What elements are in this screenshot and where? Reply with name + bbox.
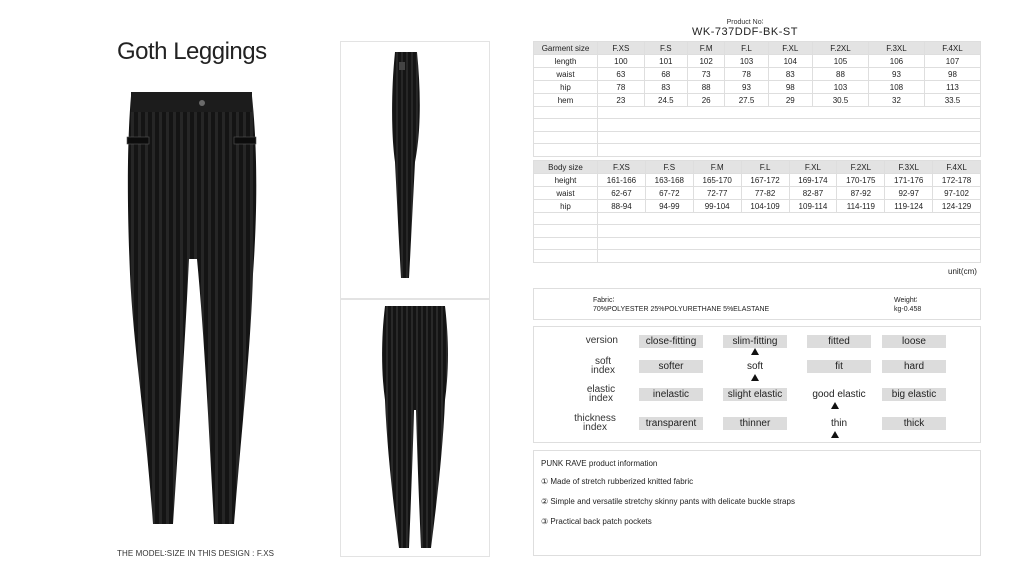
side-view-photo <box>340 41 490 299</box>
table-cell: 77-82 <box>741 187 789 200</box>
index-option: soft <box>723 360 787 373</box>
product-number-label: Product No∶ <box>726 19 764 26</box>
table-cell: Garment size <box>534 42 598 55</box>
table-cell: 101 <box>644 55 687 68</box>
table-cell: 23 <box>598 94 645 107</box>
table-cell: 26 <box>687 94 724 107</box>
index-row-soft <box>534 357 982 385</box>
index-label <box>556 357 618 375</box>
fabric-value: 70%POLYESTER 25%POLYURETHANE 5%ELASTANE <box>593 306 770 313</box>
table-cell: 107 <box>924 55 980 68</box>
product-info-item: ② Simple and versatile stretchy skinny pants with delicate buckle straps <box>541 497 795 506</box>
table-cell: 165-170 <box>693 174 741 187</box>
table-header-row <box>534 42 981 55</box>
table-cell: hip <box>534 81 598 94</box>
table-cell: F.S <box>644 42 687 55</box>
table-cell: 27.5 <box>725 94 768 107</box>
table-cell: 83 <box>768 68 812 81</box>
table-cell: 72-77 <box>693 187 741 200</box>
index-label-text: soft index <box>591 356 615 376</box>
table-row-empty <box>534 225 981 237</box>
product-number <box>680 18 810 38</box>
table-cell: 98 <box>768 81 812 94</box>
table-cell: 161-166 <box>598 174 646 187</box>
index-option: thick <box>882 417 946 430</box>
table-cell: F.S <box>645 161 693 174</box>
index-option: close-fitting <box>639 335 703 348</box>
table-row <box>534 55 981 68</box>
table-cell: F.3XL <box>885 161 933 174</box>
index-label-text: thickness index <box>574 413 616 433</box>
table-cell: F.4XL <box>924 42 980 55</box>
index-option: transparent <box>639 417 703 430</box>
table-cell: 172-178 <box>933 174 981 187</box>
table-cell: 104-109 <box>741 200 789 213</box>
fabric-info-box <box>533 288 981 320</box>
table-cell: 99-104 <box>693 200 741 213</box>
index-option: hard <box>882 360 946 373</box>
table-row-empty <box>534 119 981 131</box>
table-cell: 32 <box>868 94 924 107</box>
table-cell: hem <box>534 94 598 107</box>
index-option: thinner <box>723 417 787 430</box>
table-cell: 92-97 <box>885 187 933 200</box>
table-cell: 169-174 <box>789 174 837 187</box>
table-row <box>534 200 981 213</box>
table-cell: waist <box>534 187 598 200</box>
table-cell: 167-172 <box>741 174 789 187</box>
weight-value: kg-0.458 <box>894 306 922 313</box>
front-view-photo <box>117 84 267 536</box>
table-row <box>534 68 981 81</box>
selected-marker-icon <box>751 374 759 381</box>
product-info-box <box>533 450 981 556</box>
table-cell: 97-102 <box>933 187 981 200</box>
table-row-empty <box>534 131 981 143</box>
table-cell: 93 <box>868 68 924 81</box>
table-header-row <box>534 161 981 174</box>
fabric-info <box>593 296 769 314</box>
index-option: fitted <box>807 335 871 348</box>
selected-marker-icon <box>831 431 839 438</box>
table-row <box>534 187 981 200</box>
table-cell: 63 <box>598 68 645 81</box>
table-cell: 87-92 <box>837 187 885 200</box>
table-cell: F.M <box>687 42 724 55</box>
index-option: loose <box>882 335 946 348</box>
page-title: Goth Leggings <box>117 38 267 65</box>
table-cell: 103 <box>812 81 868 94</box>
table-cell: 73 <box>687 68 724 81</box>
table-cell: 108 <box>868 81 924 94</box>
index-option: thin <box>807 417 871 430</box>
table-cell: F.M <box>693 161 741 174</box>
index-option: inelastic <box>639 388 703 401</box>
table-cell: 94-99 <box>645 200 693 213</box>
table-cell: 102 <box>687 55 724 68</box>
table-cell: height <box>534 174 598 187</box>
table-cell: 103 <box>725 55 768 68</box>
index-row-thickness <box>534 414 982 442</box>
index-option: big elastic <box>882 388 946 401</box>
weight-label: Weight∶ <box>894 297 918 304</box>
table-cell: 104 <box>768 55 812 68</box>
table-cell: 98 <box>924 68 980 81</box>
selected-marker-icon <box>831 402 839 409</box>
index-option: good elastic <box>807 388 871 401</box>
table-cell: 78 <box>725 68 768 81</box>
table-cell: F.2XL <box>812 42 868 55</box>
table-cell: 78 <box>598 81 645 94</box>
table-cell: 29 <box>768 94 812 107</box>
table-cell: 30.5 <box>812 94 868 107</box>
table-cell: F.4XL <box>933 161 981 174</box>
table-row <box>534 81 981 94</box>
table-cell: Body size <box>534 161 598 174</box>
product-info-item: ③ Practical back patch pockets <box>541 517 652 526</box>
table-row-empty <box>534 144 981 156</box>
table-cell: 100 <box>598 55 645 68</box>
garment-size-table <box>533 41 981 157</box>
table-cell: 163-168 <box>645 174 693 187</box>
table-cell: F.2XL <box>837 161 885 174</box>
table-row-empty <box>534 237 981 249</box>
table-cell: 88-94 <box>598 200 646 213</box>
table-cell: length <box>534 55 598 68</box>
table-row-empty <box>534 213 981 225</box>
index-label <box>556 385 618 403</box>
index-label <box>556 414 618 432</box>
product-number-value: WK-737DDF-BK-ST <box>692 26 798 38</box>
table-cell: 105 <box>812 55 868 68</box>
table-cell: F.XS <box>598 42 645 55</box>
table-cell: 82-87 <box>789 187 837 200</box>
index-option: softer <box>639 360 703 373</box>
table-row-empty <box>534 250 981 262</box>
table-row <box>534 174 981 187</box>
table-cell: F.L <box>741 161 789 174</box>
table-cell: 170-175 <box>837 174 885 187</box>
product-info-item: ① Made of stretch rubberized knitted fabric <box>541 477 694 486</box>
table-cell: 124-129 <box>933 200 981 213</box>
table-cell: 33.5 <box>924 94 980 107</box>
table-cell: 109-114 <box>789 200 837 213</box>
table-cell: F.L <box>725 42 768 55</box>
back-view-photo <box>340 299 490 557</box>
table-row-empty <box>534 107 981 119</box>
table-cell: F.XL <box>789 161 837 174</box>
body-size-table <box>533 160 981 263</box>
table-row <box>534 94 981 107</box>
table-cell: 67-72 <box>645 187 693 200</box>
index-option: fit <box>807 360 871 373</box>
table-cell: 24.5 <box>644 94 687 107</box>
index-row-elastic <box>534 385 982 413</box>
table-cell: 119-124 <box>885 200 933 213</box>
index-label: version <box>585 335 618 346</box>
table-cell: 68 <box>644 68 687 81</box>
table-cell: 88 <box>812 68 868 81</box>
table-cell: 114-119 <box>837 200 885 213</box>
model-size-note: THE MODEL∶SIZE IN THIS DESIGN : F.XS <box>117 549 275 558</box>
product-info-title: PUNK RAVE product information <box>541 459 658 468</box>
table-cell: 62-67 <box>598 187 646 200</box>
fit-index-box <box>533 326 981 443</box>
table-cell: waist <box>534 68 598 81</box>
table-cell: 93 <box>725 81 768 94</box>
table-cell: hip <box>534 200 598 213</box>
index-label-text: elastic index <box>586 384 616 404</box>
table-cell: F.3XL <box>868 42 924 55</box>
table-cell: 106 <box>868 55 924 68</box>
unit-label: unit(cm) <box>948 267 977 276</box>
weight-info <box>894 296 921 314</box>
table-cell: 113 <box>924 81 980 94</box>
table-cell: 88 <box>687 81 724 94</box>
index-option: slight elastic <box>723 388 787 401</box>
index-option: slim-fitting <box>723 335 787 348</box>
table-cell: 171-176 <box>885 174 933 187</box>
fabric-label: Fabric∶ <box>593 297 615 304</box>
table-cell: F.XS <box>598 161 646 174</box>
table-cell: 83 <box>644 81 687 94</box>
selected-marker-icon <box>751 348 759 355</box>
table-cell: F.XL <box>768 42 812 55</box>
